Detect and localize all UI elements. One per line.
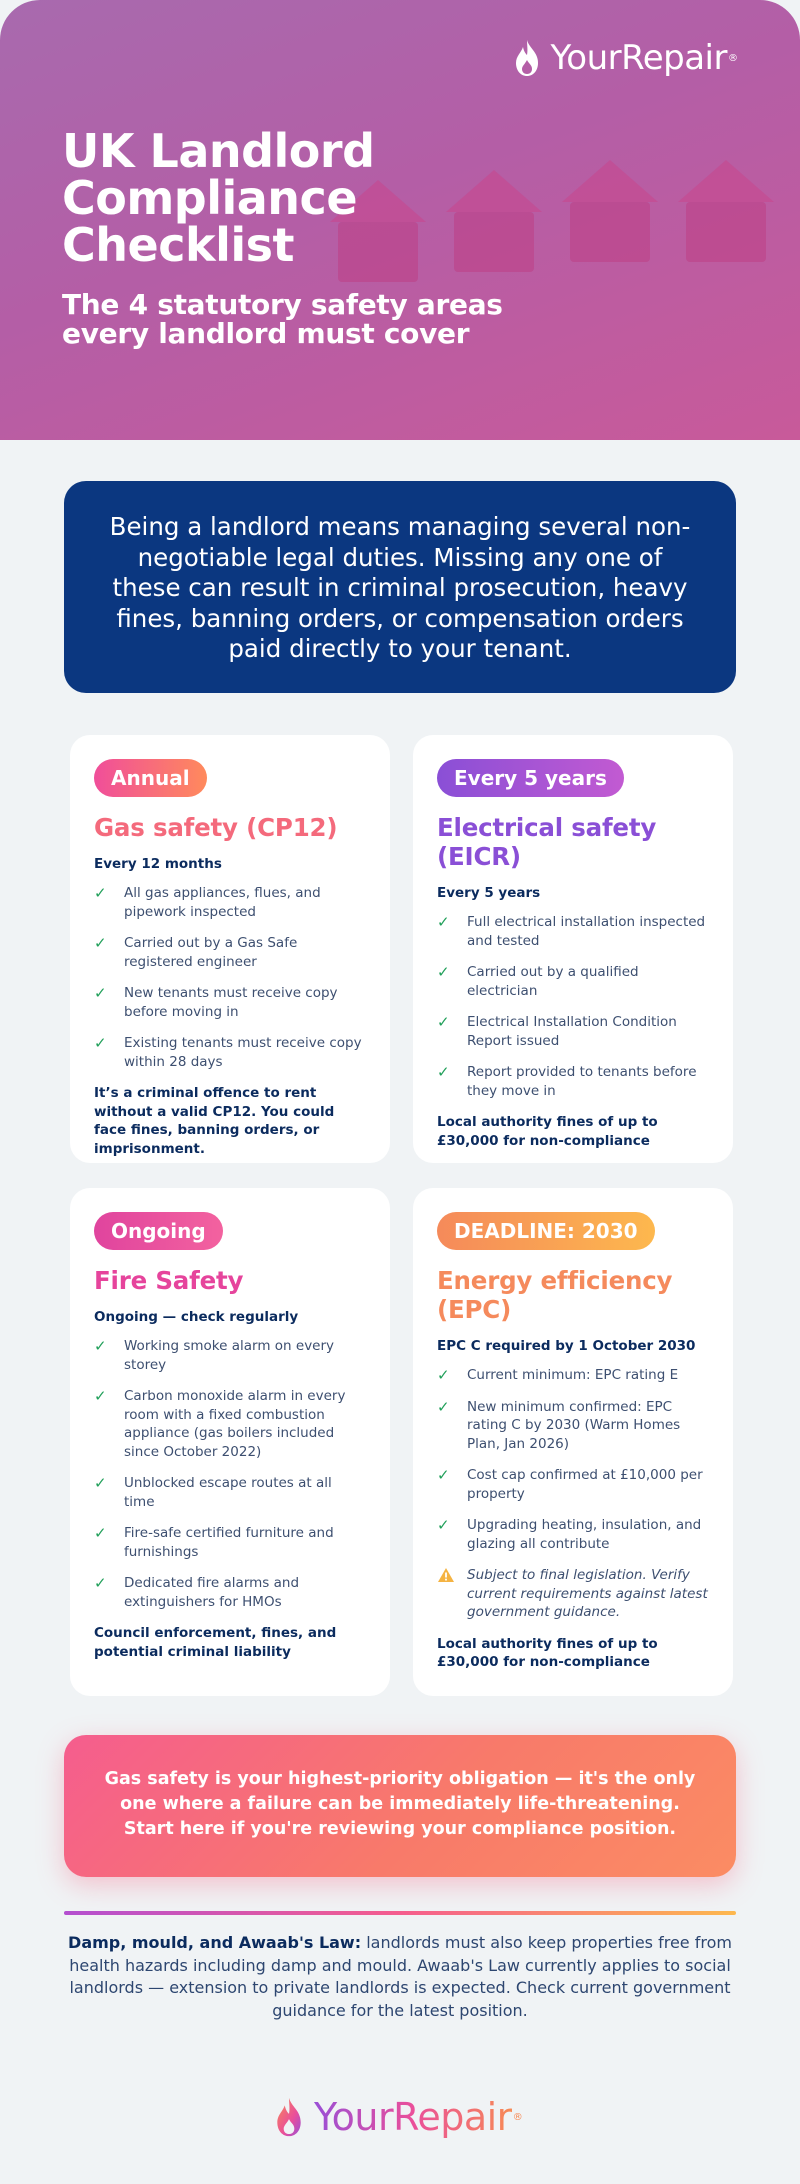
check-icon: ✓ xyxy=(94,1524,107,1542)
checklist xyxy=(437,913,709,1100)
checklist xyxy=(94,1337,366,1611)
card-title: Gas safety (CP12) xyxy=(94,813,338,842)
check-icon: ✓ xyxy=(94,1034,107,1052)
penalty-note: Local authority fines of up to £30,000 for non-compliance xyxy=(437,1635,658,1670)
warning-icon xyxy=(437,1567,455,1583)
card-frequency: Every 12 months xyxy=(94,856,222,872)
brand-name: YourRepair xyxy=(550,38,727,78)
card-frequency: Ongoing — check regularly xyxy=(94,1309,299,1325)
checklist-item: ✓ Carbon monoxide alarm in every room with a fixed combustion appliance (gas boilers included since October 2022) xyxy=(94,1387,346,1460)
footnote-body: landlords must also keep properties free from health hazards including damp and mould. Awaab's Law currently applies to social landlords — extension to private landlords is expected. Check current government guidance for the latest position. xyxy=(69,1933,732,2020)
frequency-badge: Every 5 years xyxy=(437,759,624,797)
checklist-item: ✓ Electrical Installation Condition Report issued xyxy=(437,1013,677,1049)
warning-item: Subject to final legislation. Verify current requirements against latest government guidance. xyxy=(437,1566,709,1622)
priority-callout: Gas safety is your highest-priority obligation — it's the only one where a failure can be immediately life-threatening. Start here if you're reviewing your compliance position. xyxy=(64,1735,736,1877)
flame-icon xyxy=(511,38,543,78)
penalty-note: Local authority fines of up to £30,000 for non-compliance xyxy=(437,1114,658,1149)
flame-icon xyxy=(272,2095,306,2139)
check-icon: ✓ xyxy=(437,1466,450,1484)
check-icon: ✓ xyxy=(94,1574,107,1592)
page-title: UK Landlord Compliance Checklist xyxy=(62,124,375,272)
checklist-item: ✓ Upgrading heating, insulation, and glazing all contribute xyxy=(437,1516,702,1552)
check-icon: ✓ xyxy=(437,1516,450,1534)
checklist xyxy=(437,1366,709,1622)
footnote-lead: Damp, mould, and Awaab's Law: xyxy=(68,1933,362,1952)
check-icon: ✓ xyxy=(94,1474,107,1492)
checklist-item: ✓ New tenants must receive copy before moving in xyxy=(94,984,338,1020)
card-title: Energy efficiency (EPC) xyxy=(437,1266,673,1324)
brand-name: YourRepair xyxy=(314,2095,512,2139)
gas-safety-card xyxy=(70,735,390,1163)
check-icon: ✓ xyxy=(437,963,450,981)
check-icon: ✓ xyxy=(437,913,450,931)
check-icon: ✓ xyxy=(437,1063,450,1081)
frequency-badge: Ongoing xyxy=(94,1212,223,1250)
check-icon: ✓ xyxy=(94,1387,107,1405)
section-divider xyxy=(64,1911,736,1915)
checklist-item: ✓ Unblocked escape routes at all time xyxy=(94,1474,332,1510)
page-subtitle: The 4 statutory safety areas every landlord must cover xyxy=(62,288,503,350)
registered-mark: ® xyxy=(728,52,738,64)
checklist-item: ✓ Existing tenants must receive copy within 28 days xyxy=(94,1034,362,1070)
checklist-item: ✓ Cost cap confirmed at £10,000 per property xyxy=(437,1466,703,1502)
energy-efficiency-card xyxy=(413,1188,733,1696)
check-icon: ✓ xyxy=(437,1397,450,1416)
checklist-item: ✓ Carried out by a Gas Safe registered engineer xyxy=(94,934,298,970)
registered-mark: ® xyxy=(512,2111,523,2123)
check-icon: ✓ xyxy=(437,1366,450,1384)
check-icon: ✓ xyxy=(94,884,107,902)
checklist-item: ✓ New minimum confirmed: EPC rating C by 2030 (Warm Homes Plan, Jan 2026) xyxy=(437,1397,681,1452)
check-icon: ✓ xyxy=(94,984,107,1002)
checklist-item: ✓ Working smoke alarm on every storey xyxy=(94,1337,335,1373)
penalty-note: It’s a criminal offence to rent without a valid CP12. You could face fines, banning orders, or imprisonment. xyxy=(94,1085,335,1157)
fire-safety-card xyxy=(70,1188,390,1696)
checklist-item: ✓ Carried out by a qualified electrician xyxy=(437,963,639,999)
hero-banner xyxy=(0,0,800,440)
frequency-badge: Annual xyxy=(94,759,207,797)
checklist xyxy=(94,884,366,1071)
checklist-item: ✓ Full electrical installation inspected and tested xyxy=(437,913,706,949)
checklist-item: ✓ Fire-safe certified furniture and furnishings xyxy=(94,1524,334,1560)
checklist-item: ✓ Current minimum: EPC rating E xyxy=(437,1366,679,1384)
card-frequency: Every 5 years xyxy=(437,885,541,901)
penalty-note: Council enforcement, fines, and potential criminal liability xyxy=(94,1625,337,1660)
checklist-item: ✓ All gas appliances, flues, and pipework inspected xyxy=(94,884,321,920)
brand-logo[interactable] xyxy=(511,38,738,78)
check-icon: ✓ xyxy=(437,1013,450,1031)
check-icon: ✓ xyxy=(94,1337,107,1355)
check-icon: ✓ xyxy=(94,934,107,952)
awaabs-law-note xyxy=(64,1932,736,2022)
card-frequency: EPC C required by 1 October 2030 xyxy=(437,1338,696,1354)
intro-panel: Being a landlord means managing several non-negotiable legal duties. Missing any one of these can result in criminal prosecution, heavy fines, banning orders, or compensation orders paid directly to your tenant. xyxy=(64,481,736,693)
checklist-item: ✓ Dedicated fire alarms and extinguishers for HMOs xyxy=(94,1574,300,1610)
deadline-badge: DEADLINE: 2030 xyxy=(437,1212,655,1250)
card-title: Fire Safety xyxy=(94,1266,244,1295)
footer-brand-logo[interactable] xyxy=(272,2095,523,2139)
card-title: Electrical safety (EICR) xyxy=(437,813,657,871)
electrical-safety-card xyxy=(413,735,733,1163)
checklist-item: ✓ Report provided to tenants before they move in xyxy=(437,1063,697,1099)
